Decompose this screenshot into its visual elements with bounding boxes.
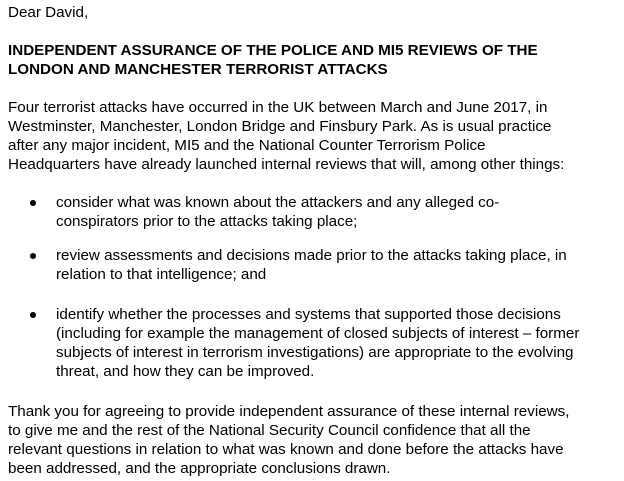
bullet-text: consider what was known about the attackers and any alleged co- conspirators prior to the attacks taking place; xyxy=(56,194,500,230)
bullet-icon xyxy=(30,200,36,206)
salutation: Dear David, xyxy=(8,4,89,21)
bullet-icon xyxy=(30,253,36,259)
bullet-icon xyxy=(30,312,36,318)
letter-heading: INDEPENDENT ASSURANCE OF THE POLICE AND MI5 REVIEWS OF THE LONDON AND MANCHESTER TERRORIST ATTACKS xyxy=(8,42,538,78)
closing-paragraph: Thank you for agreeing to provide independent assurance of these internal reviews, to give me and the rest of the National Security Council confidence that all the relevant questions in relation to what was known and done before the attacks have been addressed, and the appropriate conclusions drawn. xyxy=(8,403,570,477)
bullet-text: identify whether the processes and systems that supported those decisions (including for example the management of closed subjects of interest – former subjects of interest in terrorism investigations) are appropriate to the evolving threat, and how they can be improved. xyxy=(56,306,580,380)
intro-paragraph: Four terrorist attacks have occurred in the UK between March and June 2017, in Westminster, Manchester, London Bridge and Finsbury Park. As is usual practice after any major incident, MI5 and the National Counter Terrorism Police Headquarters have already launched internal reviews that will, among other things: xyxy=(8,99,565,173)
bullet-text: review assessments and decisions made prior to the attacks taking place, in relation to that intelligence; and xyxy=(56,247,567,283)
